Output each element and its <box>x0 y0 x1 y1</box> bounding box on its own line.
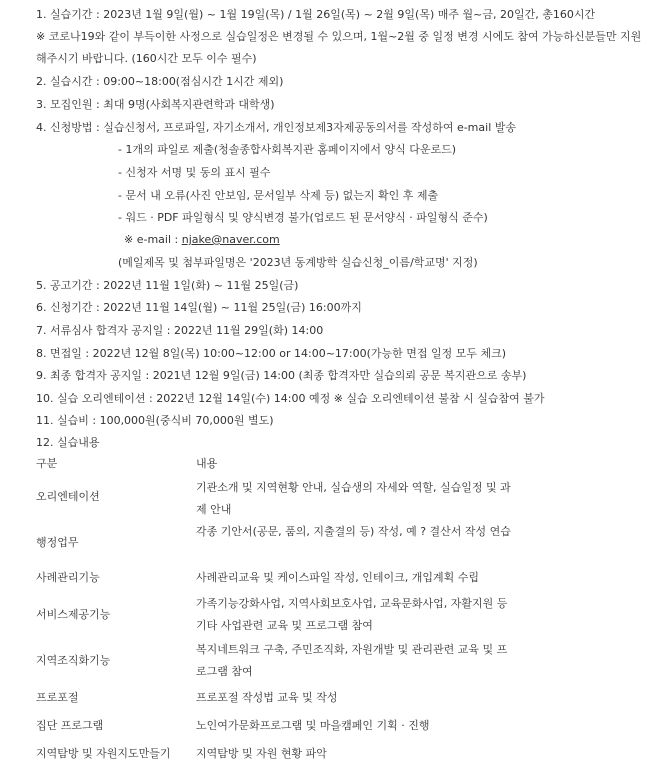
row-content: 지역탐방 및 자원 현황 파악 <box>196 747 327 760</box>
item-4-sub-1: - 1개의 파일로 제출(청솔종합사회복지관 홈페이지에서 양식 다운로드) <box>118 143 457 156</box>
header-content: 내용 <box>196 457 218 470</box>
item-4-sub-3: - 문서 내 오류(사진 안보임, 문서일부 삭제 등) 없는지 확인 후 제출 <box>118 189 439 202</box>
row-category: 지역탐방 및 자원지도만들기 <box>36 747 171 760</box>
row-category: 서비스제공기능 <box>36 608 111 621</box>
row-content: 사례관리교육 및 케이스파일 작성, 인테이크, 개입계획 수립 <box>196 571 479 584</box>
row-content: 각종 기안서(공문, 품의, 지출결의 등) 작성, 예 ? 결산서 작성 연습 <box>196 525 511 538</box>
item-2-hours: 2. 실습시간 : 09:00~18:00(점심시간 1시간 제외) <box>36 75 284 88</box>
item-12-content: 12. 실습내용 <box>36 436 100 449</box>
email-subject-note: (메일제목 및 첨부파일명은 '2023년 동계방학 실습신청_이름/학교명' 지정) <box>118 256 478 269</box>
row-content: 프로포절 작성법 교육 및 작성 <box>196 691 338 704</box>
item-8-interview: 8. 면접일 : 2022년 12월 8일(목) 10:00~12:00 or 14:00~17:00(가능한 면접 일정 모두 체크) <box>36 347 507 360</box>
row-content: 복지네트워크 구축, 주민조직화, 자원개발 및 관리관련 교육 및 프로그램 참여 <box>196 643 508 678</box>
email-line <box>124 233 280 247</box>
row-category: 지역조직화기능 <box>36 654 111 667</box>
row-content: 노인여가문화프로그램 및 마을캠페인 기획 · 진행 <box>196 719 430 732</box>
item-5-notice: 5. 공고기간 : 2022년 11월 1일(화) ~ 11월 25일(금) <box>36 279 299 292</box>
row-category: 행정업무 <box>36 536 79 549</box>
item-7-doc-result: 7. 서류심사 합격자 공지일 : 2022년 11월 29일(화) 14:00 <box>36 324 324 337</box>
header-category: 구분 <box>36 457 58 470</box>
row-category: 프로포절 <box>36 691 79 704</box>
row-content: 기관소개 및 지역현황 안내, 실습생의 자세와 역할, 실습일정 및 과제 안내 <box>196 481 511 516</box>
item-3-recruit: 3. 모집인원 : 최대 9명(사회복지관련학과 대학생) <box>36 98 275 111</box>
item-11-fee: 11. 실습비 : 100,000원(중식비 70,000원 별도) <box>36 414 274 427</box>
item-9-final: 9. 최종 합격자 공지일 : 2021년 12월 9일(금) 14:00 (최종 합격자만 실습의뢰 공문 복지관으로 송부) <box>36 369 527 382</box>
item-1-note-cont: 해주시기 바랍니다. (160시간 모두 이수 필수) <box>36 52 257 65</box>
item-4-sub-4: - 워드 · PDF 파일형식 및 양식변경 불가(업로드 된 문서양식 · 파일형식 준수) <box>118 211 488 224</box>
item-4-method: 4. 신청방법 : 실습신청서, 프로파일, 자기소개서, 개인정보제3자제공동의서를 작성하여 e-mail 발송 <box>36 121 516 134</box>
email-prefix: ※ e-mail : <box>124 233 182 246</box>
row-category: 사례관리기능 <box>36 571 100 584</box>
row-category: 집단 프로그램 <box>36 719 104 732</box>
item-1-period: 1. 실습기간 : 2023년 1월 9일(월) ~ 1월 19일(목) / 1월 26일(목) ~ 2월 9일(목) 매주 월~금, 20일간, 총160시간 <box>36 8 596 21</box>
item-6-apply: 6. 신청기간 : 2022년 11월 14일(월) ~ 11월 25일(금) 16:00까지 <box>36 301 362 314</box>
item-4-sub-2: - 신청자 서명 및 동의 표시 필수 <box>118 166 271 179</box>
email-link[interactable]: njake@naver.com <box>181 233 280 246</box>
row-content: 가족기능강화사업, 지역사회보호사업, 교육문화사업, 자활지원 등 기타 사업관련 교육 및 프로그램 참여 <box>196 597 508 632</box>
item-1-note: ※ 코로나19와 같이 부득이한 사정으로 실습일정은 변경될 수 있으며, 1월~2월 중 일정 변경 시에도 참여 가능하신분들만 지원 <box>36 30 642 43</box>
item-10-orientation: 10. 실습 오리엔테이션 : 2022년 12월 14일(수) 14:00 예정 ※ 실습 오리엔테이션 불참 시 실습참여 불가 <box>36 392 545 405</box>
row-category: 오리엔테이션 <box>36 490 100 503</box>
